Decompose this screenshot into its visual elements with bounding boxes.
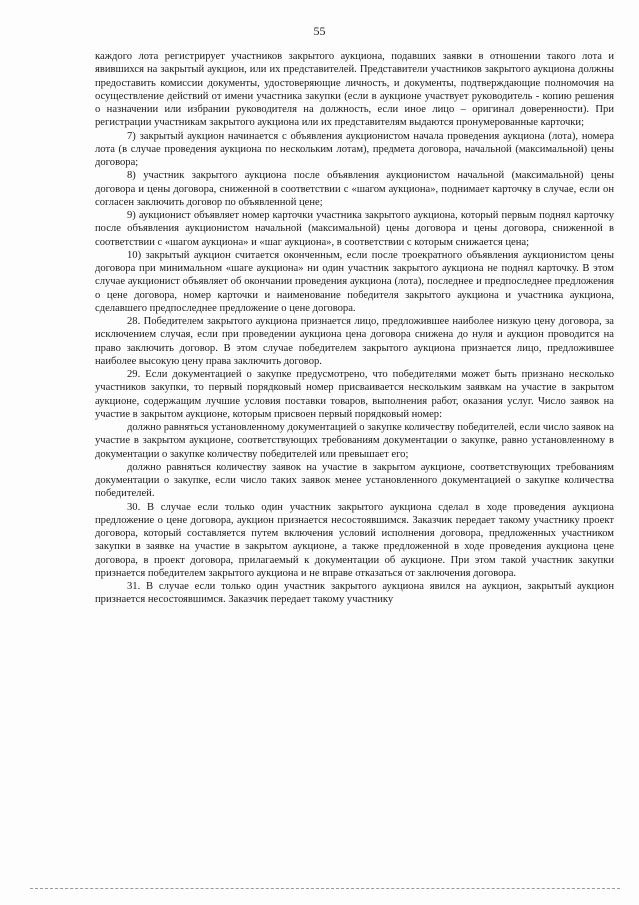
scan-edge-line [30, 888, 620, 889]
document-body [95, 50, 614, 607]
paragraph-29: 29. Если документацией о закупке предусмотрено, что победителями может быть признано несколько участников закупки, то первый порядковый номер присваивается нескольким заявкам на участие в закрытом аукционе, содержащим лучшие условия поставки товаров, выполнения работ, оказания услуг. Число заявок на участие в закрытом аукционе, которым присвоен первый порядковый номер: [95, 369, 614, 420]
paragraph-item-10: 10) закрытый аукцион считается оконченным, если после троекратного объявления аукционистом цены договора при минимальном «шаге аукциона» ни один участник закрытого аукциона не поднял карточку. В этом случае аукционист объявляет об окончании проведения аукциона (лота), последнее и предпоследнее предложения о цене договора, номер карточки и наименование победителя закрытого аукциона и участника аукциона, сделавшего предпоследнее предложение о цене договора. [95, 249, 614, 314]
paragraph-28: 28. Победителем закрытого аукциона признается лицо, предложившее наиболее низкую цену договора, за исключением случая, если при проведении аукциона цена договора снижена до нуля и аукцион проводится на право заключить договор. В этом случае победителем закрытого аукциона признается лицо, предложившее наиболее высокую цену права заключить договор. [95, 316, 614, 367]
paragraph-item-7: 7) закрытый аукцион начинается с объявления аукционистом начала проведения аукциона (лота), номера лота (в случае проведения аукциона по нескольким лотам), предмета договора, начальной (максимальной) цены договора; [95, 130, 614, 168]
paragraph-item-8: 8) участник закрытого аукциона после объявления аукционистом начальной (максимальной) цены договора и цены договора, сниженной в соответствии с «шагом аукциона», поднимает карточку в случае, если он согласен заключить договор по объявленной цене; [95, 170, 614, 208]
paragraph-30: 30. В случае если только один участник закрытого аукциона сделал в ходе проведения аукциона предложение о цене договора, аукцион признается несостоявшимся. Заказчик передает такому участнику проект договора, который составляется путем включения условий исполнения договора, предложенных участником закупки в заявке на участие в закрытом аукционе, а также предложенной в ходе проведения аукциона цене договора, в проект договора, прилагаемый к документации об аукционе. При этом такой участник закупки признается победителем закрытого аукциона и не вправе отказаться от заключения договора. [95, 501, 614, 579]
paragraph-item-9: 9) аукционист объявляет номер карточки участника закрытого аукциона, который первым поднял карточку после объявления аукционистом начальной (максимальной) цены договора и цены договора, сниженной в соответствии с «шагом аукциона» и «шаг аукциона», в соответствии с которым снижается цена; [95, 210, 614, 248]
paragraph-29-condition-2: должно равняться количеству заявок на участие в закрытом аукционе, соответствующих требованиям документации о закупке, если число таких заявок менее установленного документацией о закупке количества победителей. [95, 461, 614, 500]
paragraph-continuation: каждого лота регистрирует участников закрытого аукциона, подавших заявки в отношении такого лота и явившихся на закрытый аукцион, или их представителей. Представители участников закрытого аукциона должны предоставить комиссии документы, удостоверяющие личность, и документы, подтверждающие полномочия на осуществление действий от имени участника закупки (если в аукционе участвует руководитель - копию решения о назначении или избрании руководителя на должность, если иное лицо – оригинал доверенности). При регистрации участникам закрытого аукциона или их представителям выдаются пронумерованные карточки; [95, 51, 614, 129]
paragraph-29-condition-1: должно равняться установленному документацией о закупке количеству победителей, если число заявок на участие в закрытом аукционе, соответствующих требованиям документации о закупке, равно установленному в документации о закупке количеству победителей или превышает его; [95, 422, 614, 460]
paragraph-31: 31. В случае если только один участник закрытого аукциона явился на аукцион, закрытый аукцион признается несостоявшимся. Заказчик передает такому участнику [95, 581, 614, 606]
page-number: 55 [313, 24, 326, 38]
